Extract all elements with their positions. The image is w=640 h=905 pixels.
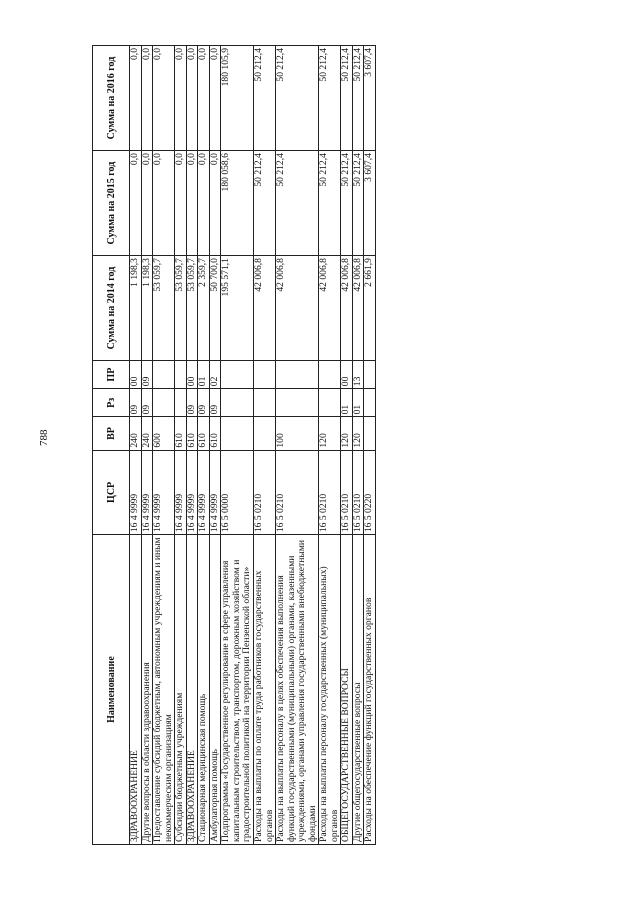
cell-vr: 240 bbox=[130, 417, 142, 450]
cell-y2016: 0,0 bbox=[141, 46, 153, 151]
table-row bbox=[341, 46, 353, 845]
cell-y2016: 50 212,4 bbox=[341, 46, 353, 151]
budget-table bbox=[92, 45, 376, 845]
cell-csr: 16 4 9999 bbox=[186, 450, 198, 535]
cell-y2016: 0,0 bbox=[175, 46, 187, 151]
cell-y2014: 2 661,9 bbox=[364, 256, 376, 361]
cell-y2014: 42 006,8 bbox=[276, 256, 319, 361]
cell-y2015: 0,0 bbox=[141, 151, 153, 256]
cell-vr bbox=[254, 417, 276, 450]
cell-y2014: 53 059,7 bbox=[186, 256, 198, 361]
cell-y2015: 0,0 bbox=[175, 151, 187, 256]
cell-pr bbox=[221, 361, 254, 389]
cell-pr bbox=[276, 361, 319, 389]
cell-csr: 16 5 0210 bbox=[341, 450, 353, 535]
cell-pr: 02 bbox=[209, 361, 221, 389]
table-row bbox=[254, 46, 276, 845]
cell-y2016: 50 212,4 bbox=[276, 46, 319, 151]
cell-y2015: 0,0 bbox=[153, 151, 175, 256]
cell-vr: 610 bbox=[198, 417, 210, 450]
cell-rz: 01 bbox=[341, 389, 353, 417]
cell-vr: 610 bbox=[186, 417, 198, 450]
cell-vr bbox=[221, 417, 254, 450]
cell-vr: 120 bbox=[341, 417, 353, 450]
cell-y2015: 50 212,4 bbox=[319, 151, 341, 256]
cell-pr bbox=[364, 361, 376, 389]
cell-vr bbox=[364, 417, 376, 450]
cell-rz bbox=[254, 389, 276, 417]
cell-name: ОБЩЕГОСУДАРСТВЕННЫЕ ВОПРОСЫ bbox=[341, 535, 353, 845]
table-row bbox=[141, 46, 153, 845]
cell-pr bbox=[175, 361, 187, 389]
cell-rz bbox=[319, 389, 341, 417]
cell-name: Подпрограмма «Государственное регулирование в сфере управления капитальным строительством, транспортом, дорожным хозяйством и градостроительной политикой на территории Пензенской области» bbox=[221, 535, 254, 845]
cell-y2014: 42 006,8 bbox=[254, 256, 276, 361]
cell-csr: 16 5 0210 bbox=[319, 450, 341, 535]
cell-rz bbox=[153, 389, 175, 417]
cell-y2016: 0,0 bbox=[198, 46, 210, 151]
cell-vr: 610 bbox=[209, 417, 221, 450]
cell-pr: 01 bbox=[198, 361, 210, 389]
cell-csr: 16 5 0210 bbox=[276, 450, 319, 535]
cell-y2016: 0,0 bbox=[186, 46, 198, 151]
cell-pr: 00 bbox=[186, 361, 198, 389]
cell-y2016: 180 105,9 bbox=[221, 46, 254, 151]
cell-csr: 16 4 9999 bbox=[198, 450, 210, 535]
col-header-2014: Сумма на 2014 год bbox=[93, 256, 130, 361]
cell-rz: 09 bbox=[198, 389, 210, 417]
cell-csr: 16 5 0000 bbox=[221, 450, 254, 535]
cell-rz: 09 bbox=[209, 389, 221, 417]
cell-name: Другие общегосударственные вопросы bbox=[352, 535, 364, 845]
cell-rz: 01 bbox=[352, 389, 364, 417]
cell-y2014: 2 359,7 bbox=[198, 256, 210, 361]
cell-vr: 600 bbox=[153, 417, 175, 450]
cell-y2015: 50 212,4 bbox=[276, 151, 319, 256]
cell-y2014: 42 006,8 bbox=[352, 256, 364, 361]
cell-csr: 16 4 9999 bbox=[130, 450, 142, 535]
cell-pr: 00 bbox=[341, 361, 353, 389]
cell-y2015: 50 212,4 bbox=[341, 151, 353, 256]
cell-name: Расходы на выплаты по оплате труда работников государственных органов bbox=[254, 535, 276, 845]
col-header-2015: Сумма на 2015 год bbox=[93, 151, 130, 256]
cell-pr bbox=[153, 361, 175, 389]
cell-name: ЗДРАВООХРАНЕНИЕ bbox=[130, 535, 142, 845]
cell-y2014: 42 006,8 bbox=[319, 256, 341, 361]
table-row bbox=[175, 46, 187, 845]
table-row bbox=[319, 46, 341, 845]
col-header-2016: Сумма на 2016 год bbox=[93, 46, 130, 151]
cell-rz: 09 bbox=[141, 389, 153, 417]
cell-y2015: 0,0 bbox=[130, 151, 142, 256]
cell-y2016: 0,0 bbox=[209, 46, 221, 151]
cell-pr: 13 bbox=[352, 361, 364, 389]
cell-pr: 09 bbox=[141, 361, 153, 389]
cell-name: Предоставление субсидий бюджетным, автономным учреждениям и иным некоммерческим организациям bbox=[153, 535, 175, 845]
cell-rz bbox=[364, 389, 376, 417]
cell-csr: 16 4 9999 bbox=[141, 450, 153, 535]
cell-rz bbox=[221, 389, 254, 417]
cell-y2016: 50 212,4 bbox=[352, 46, 364, 151]
cell-vr: 100 bbox=[276, 417, 319, 450]
col-header-rz: Рз bbox=[93, 389, 130, 417]
cell-vr: 120 bbox=[352, 417, 364, 450]
cell-vr: 610 bbox=[175, 417, 187, 450]
col-header-pr: ПР bbox=[93, 361, 130, 389]
cell-y2014: 53 059,7 bbox=[153, 256, 175, 361]
cell-csr: 16 5 0210 bbox=[352, 450, 364, 535]
cell-csr: 16 4 9999 bbox=[209, 450, 221, 535]
cell-vr: 240 bbox=[141, 417, 153, 450]
cell-vr: 120 bbox=[319, 417, 341, 450]
cell-y2015: 50 212,4 bbox=[352, 151, 364, 256]
table-row bbox=[153, 46, 175, 845]
cell-y2015: 3 607,4 bbox=[364, 151, 376, 256]
cell-y2016: 50 212,4 bbox=[254, 46, 276, 151]
cell-y2015: 0,0 bbox=[209, 151, 221, 256]
cell-y2014: 42 006,8 bbox=[341, 256, 353, 361]
rotated-table-wrapper bbox=[92, 45, 497, 845]
cell-rz: 09 bbox=[130, 389, 142, 417]
cell-y2014: 195 571,1 bbox=[221, 256, 254, 361]
cell-pr bbox=[254, 361, 276, 389]
cell-name: Расходы на выплаты персоналу государственных (муниципальных) органов bbox=[319, 535, 341, 845]
table-row bbox=[198, 46, 210, 845]
cell-y2014: 53 059,7 bbox=[175, 256, 187, 361]
cell-y2015: 50 212,4 bbox=[254, 151, 276, 256]
table-row bbox=[276, 46, 319, 845]
cell-y2016: 0,0 bbox=[130, 46, 142, 151]
cell-name: Расходы на выплаты персоналу в целях обеспечения выполнения функций государственными (муниципальными) органами, казенными учреждениями, органами управления государственными внебюджетными фондами bbox=[276, 535, 319, 845]
table-header-row bbox=[93, 46, 130, 845]
cell-y2016: 0,0 bbox=[153, 46, 175, 151]
cell-csr: 16 5 0220 bbox=[364, 450, 376, 535]
cell-y2016: 3 607,4 bbox=[364, 46, 376, 151]
col-header-csr: ЦСР bbox=[93, 450, 130, 535]
cell-y2015: 0,0 bbox=[198, 151, 210, 256]
cell-rz: 09 bbox=[186, 389, 198, 417]
table-row bbox=[352, 46, 364, 845]
table-row bbox=[130, 46, 142, 845]
col-header-vr: ВР bbox=[93, 417, 130, 450]
table-row bbox=[186, 46, 198, 845]
cell-csr: 16 4 9999 bbox=[175, 450, 187, 535]
cell-y2015: 0,0 bbox=[186, 151, 198, 256]
cell-name: Амбулаторная помощь bbox=[209, 535, 221, 845]
cell-pr: 00 bbox=[130, 361, 142, 389]
cell-name: Стационарная медицинская помощь bbox=[198, 535, 210, 845]
cell-y2014: 50 700,0 bbox=[209, 256, 221, 361]
cell-name: Расходы на обеспечение функций государственных органов bbox=[364, 535, 376, 845]
cell-y2014: 1 198,3 bbox=[141, 256, 153, 361]
table-row bbox=[221, 46, 254, 845]
cell-name: ЗДРАВООХРАНЕНИЕ bbox=[186, 535, 198, 845]
page-number: 788 bbox=[38, 429, 50, 446]
cell-name: Субсидии бюджетным учреждениям bbox=[175, 535, 187, 845]
cell-y2016: 50 212,4 bbox=[319, 46, 341, 151]
cell-name: Другие вопросы в области здравоохранения bbox=[141, 535, 153, 845]
table-row bbox=[209, 46, 221, 845]
cell-y2015: 180 058,6 bbox=[221, 151, 254, 256]
table-body bbox=[130, 46, 376, 845]
col-header-name: Наименование bbox=[93, 535, 130, 845]
cell-rz bbox=[276, 389, 319, 417]
cell-y2014: 1 198,3 bbox=[130, 256, 142, 361]
table-row bbox=[364, 46, 376, 845]
cell-pr bbox=[319, 361, 341, 389]
cell-csr: 16 4 9999 bbox=[153, 450, 175, 535]
cell-rz bbox=[175, 389, 187, 417]
cell-csr: 16 5 0210 bbox=[254, 450, 276, 535]
